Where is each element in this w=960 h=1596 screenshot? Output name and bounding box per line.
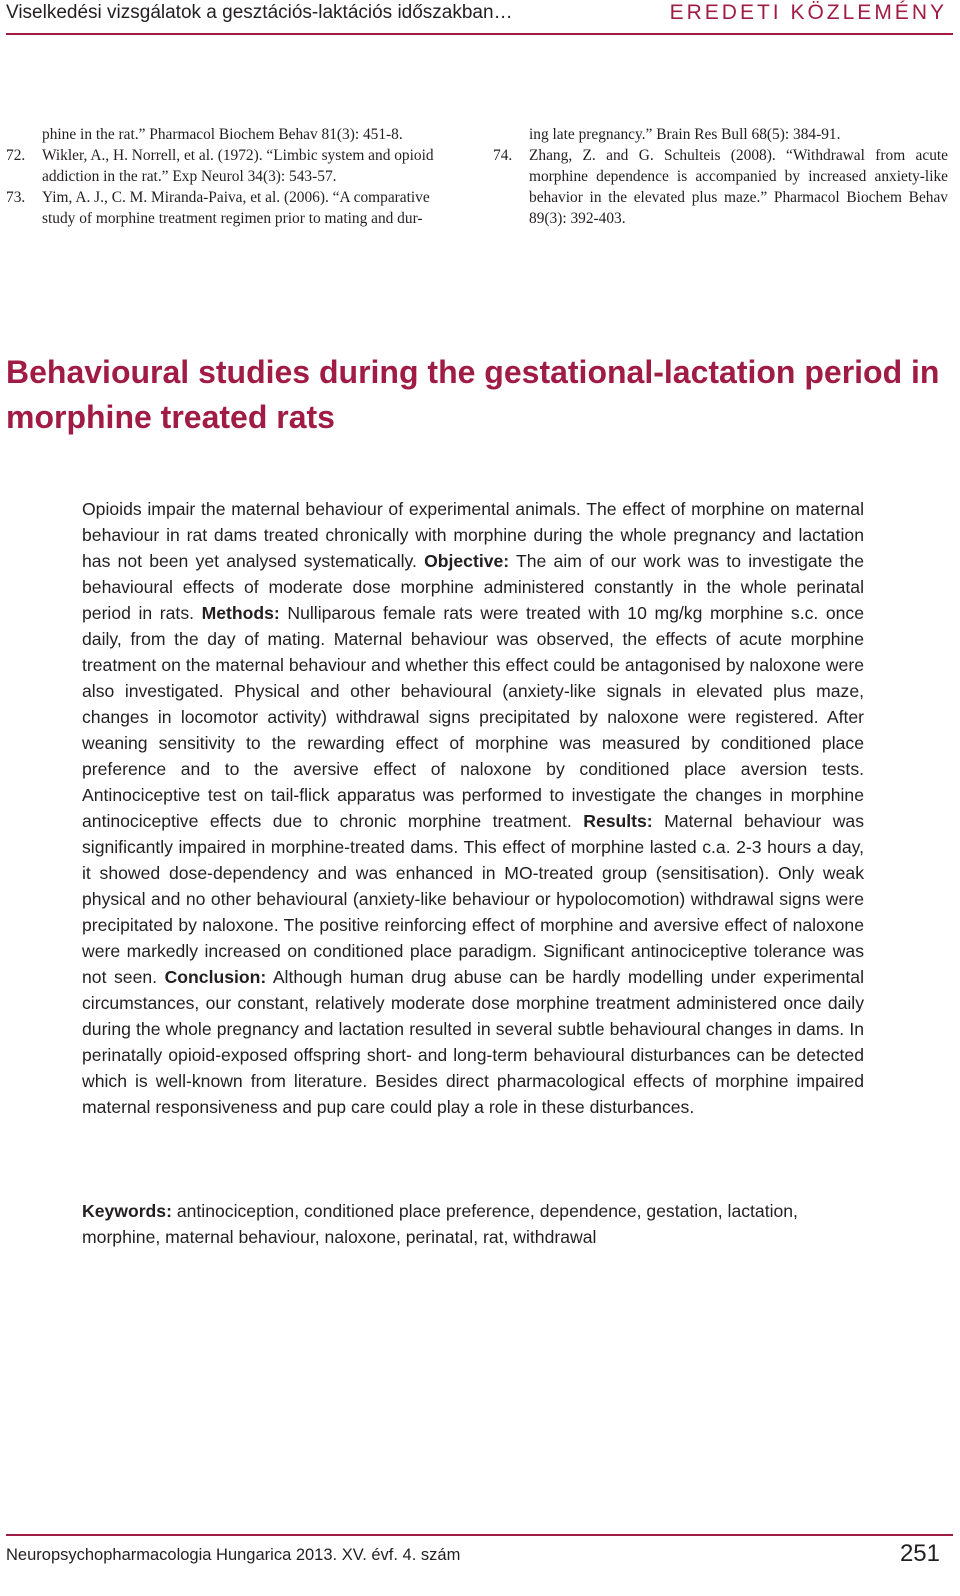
reference-item [6,145,456,187]
reference-text: ing late pregnancy.” Brain Res Bull 68(5): 384-91. [529,126,841,143]
page-number: 251 [899,1540,940,1567]
abstract-conclusion: Although human drug abuse can be hardly modelling under experimental circumstances, our constant, relatively moderate dose morphine treatment administered once daily during the whole pregnancy and lactation resulted in several subtle behavioural changes in dams. In perinatally opioid-exposed offspring short- and long-term behavioural disturbances can be detected which is well-known from literature. Besides direct pharmacological effects of morphine impaired maternal responsiveness and pup care could play a role in these disturbances. [82,967,864,1117]
abstract-objective: The aim of our work was to investigate the behavioural effects of moderate dose morphine administered constantly in the whole perinatal period in rats. [82,551,864,623]
reference-number: 74. [493,147,513,164]
reference-text: Wikler, A., H. Norrell, et al. (1972). “Limbic system and opioid addiction in the rat.” Exp Neurol 34(3): 543-57. [42,147,434,185]
abstract-intro: Opioids impair the maternal behaviour of experimental animals. The effect of morphine on maternal behaviour in rat dams treated chronically with morphine during the whole pregnancy and lactation has not been yet analysed systematically. [82,499,864,571]
abstract-methods: Nulliparous female rats were treated with 10 mg/kg morphine s.c. once daily, from the day of mating. Maternal behaviour was observed, the effects of acute morphine treatment on the maternal behaviour and whether this effect could be antagonised by naloxone were also investigated. Physical and other behavioural (anxiety-like signals in elevated plus maze, changes in locomotor activity) withdrawal signs precipitated by naloxone were registered. After weaning sensitivity to the rewarding effect of morphine was measured by conditioned place preference and to the aversive effect of naloxone by conditioned place aversion tests. Antinociceptive test on tail-flick apparatus was performed to investigate the changes in morphine antinociceptive effects due to chronic morphine treatment. [82,603,865,831]
reference-item [493,145,948,229]
reference-number: 73. [6,189,26,206]
reference-text: Yim, A. J., C. M. Miranda-Paiva, et al. (2006). “A comparative study of morphine treatment regimen prior to mating and dur- [42,189,430,227]
keywords [82,1198,864,1250]
footer-divider [6,1534,953,1536]
reference-list-right [493,124,948,229]
running-header [6,0,953,32]
reference-text: phine in the rat.” Pharmacol Biochem Behav 81(3): 451-8. [42,126,403,143]
reference-list-left [6,124,456,229]
keywords-label: Keywords: [82,1201,172,1221]
reference-item [493,124,948,145]
conclusion-label: Conclusion: [164,967,267,987]
running-title: Viselkedési vizsgálatok a gesztációs-laktációs időszakban… [6,2,513,23]
objective-label: Objective: [424,551,510,571]
abstract-results: Maternal behaviour was significantly impaired in morphine-treated dams. This effect of morphine lasted c.a. 2-3 hours a day, it showed dose-dependency and was enhanced in MO-treated group (sensitisation). Only weak physical and no other behavioural (anxiety-like behaviour or hypolocomotion) withdrawal signs were precipitated by naloxone. The positive reinforcing effect of morphine and aversive effect of naloxone were markedly increased on conditioned place paradigm. Significant antinociceptive tolerance was not seen. [82,811,864,987]
reference-text: Zhang, Z. and G. Schulteis (2008). “Withdrawal from acute morphine dependence is accompanied by increased anxiety-like behavior in the elevated plus maze.” Pharmacol Biochem Behav 89(3): 392-403. [529,147,948,227]
section-label: EREDETI KÖZLEMÉNY [669,1,947,24]
methods-label: Methods: [201,603,280,623]
reference-item [6,124,456,145]
results-label: Results: [583,811,653,831]
reference-number: 72. [6,147,26,164]
article-title: Behavioural studies during the gestational-lactation period in morphine treated rats [6,354,940,435]
reference-item [6,187,456,229]
journal-citation: Neuropsychopharmacologia Hungarica 2013. XV. évf. 4. szám [6,1546,461,1564]
abstract [82,496,864,1120]
header-divider [6,33,953,35]
keywords-list: antinociception, conditioned place preference, dependence, gestation, lactation, morphine, maternal behaviour, naloxone, perinatal, rat, withdrawal [82,1201,798,1247]
